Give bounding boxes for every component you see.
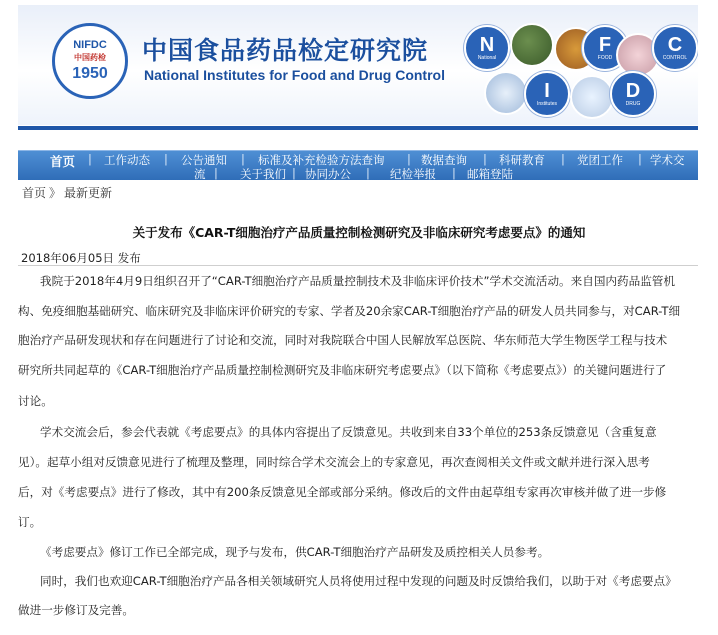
site-banner: [18, 5, 698, 125]
nav-separator: |: [407, 152, 411, 166]
nav-separator: |: [452, 166, 456, 180]
nav-item-news[interactable]: 工作动态: [104, 153, 150, 167]
nav-separator: |: [638, 152, 642, 166]
publish-label: 发布: [117, 251, 141, 265]
photo-lab-icon: [484, 71, 528, 115]
nav-separator: |: [366, 166, 370, 180]
nav-separator: |: [241, 152, 245, 166]
nifdc-logo[interactable]: [52, 23, 128, 99]
text-line: 讨论。: [18, 394, 53, 408]
breadcrumb: [22, 184, 115, 201]
logo-cn-text: 中国药检: [74, 53, 106, 62]
nav-separator: |: [561, 152, 565, 166]
text-line: 研究所共同起草的《CAR-T细胞治疗产品质量控制检测研究及非临床研究考虑要点》（以下简称《考虑要点》）的关键问题进行了: [18, 363, 667, 377]
tile-n: N National: [464, 25, 510, 71]
tile-f: F FOOD: [582, 25, 628, 71]
nav-item-home[interactable]: 首页: [50, 154, 76, 169]
nav-separator: |: [292, 166, 296, 180]
publish-date: 2018年06月05日: [21, 251, 115, 265]
text-line: 订。: [18, 515, 42, 529]
nav-item-academic[interactable]: 学术交: [650, 153, 685, 167]
article-date-line: [21, 250, 141, 266]
text-line: 见）。起草小组对反馈意见进行了梳理及整理，同时综合学术交流会上的专家意见，再次查阅相关文件或文献并进行深入思考: [18, 455, 650, 469]
text-line: 我院于2018年4月9日组织召开了“CAR-T细胞治疗产品质量控制技术及非临床评价技术”学术交流活动。来自国内药品监管机: [40, 274, 675, 288]
text-line: 做进一步修订及完善。: [18, 603, 134, 617]
text-line: 后，对《考虑要点》进行了修改，其中有200条反馈意见全部或部分采纳。修改后的文件由起草组专家再次审核并做了进一步修: [18, 485, 667, 499]
nav-item-party[interactable]: 党团工作: [577, 153, 623, 167]
nifdc-letter-tiles: [458, 13, 698, 125]
nav-item-office[interactable]: 协同办公: [305, 167, 351, 181]
nav-item-mail[interactable]: 邮箱登陆: [467, 167, 513, 181]
site-title-cn: 中国食品药品检定研究院: [142, 36, 429, 65]
text-line: 同时，我们也欢迎CAR-T细胞治疗产品各相关领域研究人员将使用过程中发现的问题及时反馈给我们，以助于对《考虑要点》: [40, 574, 677, 588]
breadcrumb-current[interactable]: 最新更新: [64, 186, 113, 200]
site-title-en: National Institutes for Food and Drug Control: [144, 67, 445, 83]
logo-year: 1950: [72, 65, 108, 82]
tile-d: D DRUG: [610, 71, 656, 117]
nav-item-academic-cont[interactable]: 流: [194, 167, 206, 181]
nav-item-standards[interactable]: 标准及补充检验方法查询: [258, 153, 385, 167]
breadcrumb-home[interactable]: 首页: [22, 186, 47, 200]
nav-item-about[interactable]: 关于我们: [240, 167, 286, 181]
date-divider: [18, 265, 698, 266]
breadcrumb-separator: 》: [49, 186, 62, 200]
nav-item-notices[interactable]: 公告通知: [181, 153, 227, 167]
tile-c: C CONTROL: [652, 25, 698, 71]
nav-item-data[interactable]: 数据查询: [421, 153, 467, 167]
article-title: 关于发布《CAR-T细胞治疗产品质量控制检测研究及非临床研究考虑要点》的通知: [132, 225, 586, 240]
text-line: 《考虑要点》修订工作已全部完成，现予与发布，供CAR-T细胞治疗产品研发及质控相关人员参考。: [40, 545, 550, 559]
nav-separator: |: [88, 152, 92, 166]
text-line: 构、免疫细胞基础研究、临床研究及非临床评价研究的专家、学者及20余家CAR-T细胞治疗产品的研发人员共同参与，对CAR-T细: [18, 304, 681, 318]
nav-item-report[interactable]: 纪检举报: [390, 167, 436, 181]
nav-separator: |: [214, 166, 218, 180]
nav-separator: |: [164, 152, 168, 166]
tile-i: I Institutes: [524, 71, 570, 117]
logo-acronym: NIFDC: [73, 39, 107, 51]
main-nav: [18, 150, 698, 180]
photo-field-icon: [510, 23, 554, 67]
text-line: 学术交流会后，参会代表就《考虑要点》的具体内容提出了反馈意见。共收到来自33个单位的253条反馈意见（含重复意: [40, 425, 657, 439]
photo-capsule-icon: [570, 75, 614, 119]
banner-divider: [18, 126, 698, 130]
nav-item-research[interactable]: 科研教育: [499, 153, 545, 167]
text-line: 胞治疗产品研发现状和存在问题进行了讨论和交流，同时对我院联合中国人民解放军总医院、华东师范大学生物医学工程与技术: [18, 333, 668, 347]
nav-separator: |: [483, 152, 487, 166]
